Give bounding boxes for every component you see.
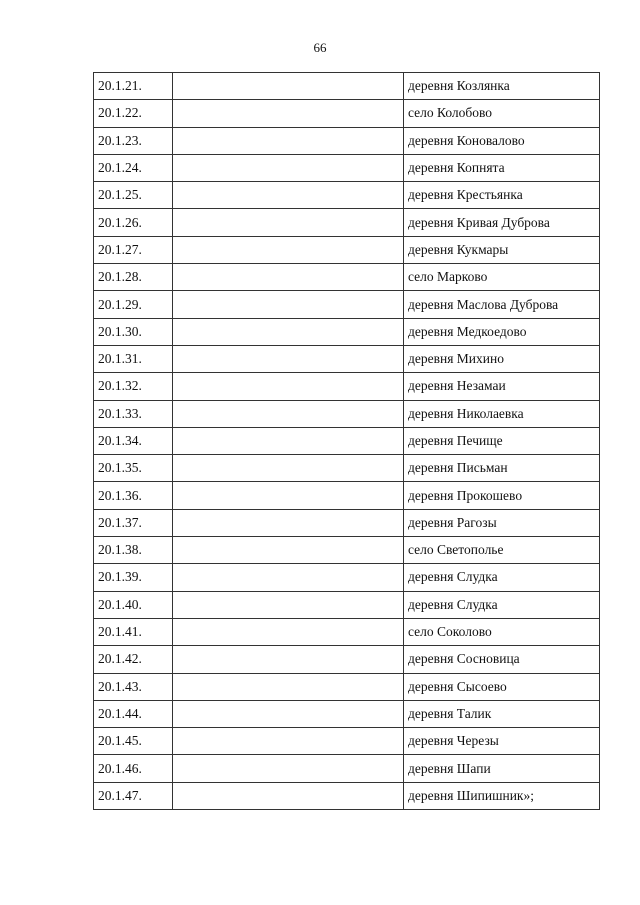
row-settlement-cell: деревня Рагозы — [404, 509, 600, 536]
table-row — [94, 782, 600, 809]
row-number-cell: 20.1.22. — [94, 100, 173, 127]
row-settlement-cell: деревня Кукмары — [404, 236, 600, 263]
table-row — [94, 291, 600, 318]
row-number-cell: 20.1.30. — [94, 318, 173, 345]
row-number-cell: 20.1.27. — [94, 236, 173, 263]
table-row — [94, 264, 600, 291]
table-row — [94, 591, 600, 618]
row-number-cell: 20.1.33. — [94, 400, 173, 427]
table-row — [94, 728, 600, 755]
row-name-cell — [173, 509, 404, 536]
table-row — [94, 236, 600, 263]
table-row — [94, 127, 600, 154]
row-settlement-cell: деревня Медкоедово — [404, 318, 600, 345]
row-number-cell: 20.1.46. — [94, 755, 173, 782]
row-name-cell — [173, 728, 404, 755]
table-row — [94, 482, 600, 509]
row-number-cell: 20.1.38. — [94, 537, 173, 564]
settlements-table — [93, 72, 600, 810]
row-number-cell: 20.1.32. — [94, 373, 173, 400]
row-number-cell: 20.1.37. — [94, 509, 173, 536]
row-name-cell — [173, 264, 404, 291]
row-number-cell: 20.1.23. — [94, 127, 173, 154]
row-name-cell — [173, 482, 404, 509]
row-number-cell: 20.1.44. — [94, 700, 173, 727]
row-name-cell — [173, 209, 404, 236]
row-settlement-cell: деревня Маслова Дуброва — [404, 291, 600, 318]
row-settlement-cell: деревня Копнята — [404, 154, 600, 181]
row-settlement-cell: деревня Сосновица — [404, 646, 600, 673]
row-name-cell — [173, 427, 404, 454]
row-settlement-cell: деревня Шапи — [404, 755, 600, 782]
row-name-cell — [173, 537, 404, 564]
table-row — [94, 564, 600, 591]
row-number-cell: 20.1.40. — [94, 591, 173, 618]
row-settlement-cell: деревня Николаевка — [404, 400, 600, 427]
row-settlement-cell: село Колобово — [404, 100, 600, 127]
row-number-cell: 20.1.34. — [94, 427, 173, 454]
row-settlement-cell: деревня Козлянка — [404, 73, 600, 100]
page-number: 66 — [313, 40, 327, 55]
row-settlement-cell: деревня Крестьянка — [404, 182, 600, 209]
row-settlement-cell: деревня Михино — [404, 345, 600, 372]
table-row — [94, 427, 600, 454]
table-row — [94, 618, 600, 645]
row-number-cell: 20.1.31. — [94, 345, 173, 372]
table-row — [94, 154, 600, 181]
table-row — [94, 400, 600, 427]
row-settlement-cell: деревня Прокошево — [404, 482, 600, 509]
row-name-cell — [173, 236, 404, 263]
table-row — [94, 209, 600, 236]
row-name-cell — [173, 673, 404, 700]
row-number-cell: 20.1.24. — [94, 154, 173, 181]
row-number-cell: 20.1.41. — [94, 618, 173, 645]
row-number-cell: 20.1.21. — [94, 73, 173, 100]
table-row — [94, 100, 600, 127]
row-name-cell — [173, 291, 404, 318]
table-row — [94, 373, 600, 400]
table-row — [94, 73, 600, 100]
row-name-cell — [173, 154, 404, 181]
table-row — [94, 455, 600, 482]
row-name-cell — [173, 127, 404, 154]
table-row — [94, 646, 600, 673]
row-name-cell — [173, 564, 404, 591]
row-settlement-cell: деревня Письман — [404, 455, 600, 482]
row-settlement-cell: деревня Слудка — [404, 564, 600, 591]
table-row — [94, 509, 600, 536]
row-settlement-cell: деревня Слудка — [404, 591, 600, 618]
row-name-cell — [173, 100, 404, 127]
row-settlement-cell: деревня Сысоево — [404, 673, 600, 700]
row-number-cell: 20.1.47. — [94, 782, 173, 809]
table-row — [94, 318, 600, 345]
row-name-cell — [173, 455, 404, 482]
row-number-cell: 20.1.39. — [94, 564, 173, 591]
row-name-cell — [173, 618, 404, 645]
table-row — [94, 673, 600, 700]
row-name-cell — [173, 345, 404, 372]
row-name-cell — [173, 755, 404, 782]
row-number-cell: 20.1.29. — [94, 291, 173, 318]
row-settlement-cell: село Светополье — [404, 537, 600, 564]
row-number-cell: 20.1.26. — [94, 209, 173, 236]
table-body — [94, 73, 600, 810]
row-settlement-cell: деревня Незамаи — [404, 373, 600, 400]
row-settlement-cell: деревня Шипишник»; — [404, 782, 600, 809]
table-row — [94, 182, 600, 209]
row-number-cell: 20.1.25. — [94, 182, 173, 209]
row-number-cell: 20.1.43. — [94, 673, 173, 700]
row-name-cell — [173, 73, 404, 100]
table-row — [94, 755, 600, 782]
row-name-cell — [173, 182, 404, 209]
row-name-cell — [173, 646, 404, 673]
table-row — [94, 700, 600, 727]
row-settlement-cell: деревня Коновалово — [404, 127, 600, 154]
row-number-cell: 20.1.36. — [94, 482, 173, 509]
row-number-cell: 20.1.35. — [94, 455, 173, 482]
row-settlement-cell: деревня Кривая Дуброва — [404, 209, 600, 236]
row-number-cell: 20.1.28. — [94, 264, 173, 291]
row-settlement-cell: село Соколово — [404, 618, 600, 645]
row-settlement-cell: деревня Талик — [404, 700, 600, 727]
table-row — [94, 537, 600, 564]
row-number-cell: 20.1.42. — [94, 646, 173, 673]
row-name-cell — [173, 318, 404, 345]
row-settlement-cell: деревня Черезы — [404, 728, 600, 755]
row-settlement-cell: село Марково — [404, 264, 600, 291]
row-name-cell — [173, 591, 404, 618]
row-name-cell — [173, 700, 404, 727]
table-row — [94, 345, 600, 372]
row-settlement-cell: деревня Печище — [404, 427, 600, 454]
row-name-cell — [173, 373, 404, 400]
row-name-cell — [173, 782, 404, 809]
row-number-cell: 20.1.45. — [94, 728, 173, 755]
row-name-cell — [173, 400, 404, 427]
